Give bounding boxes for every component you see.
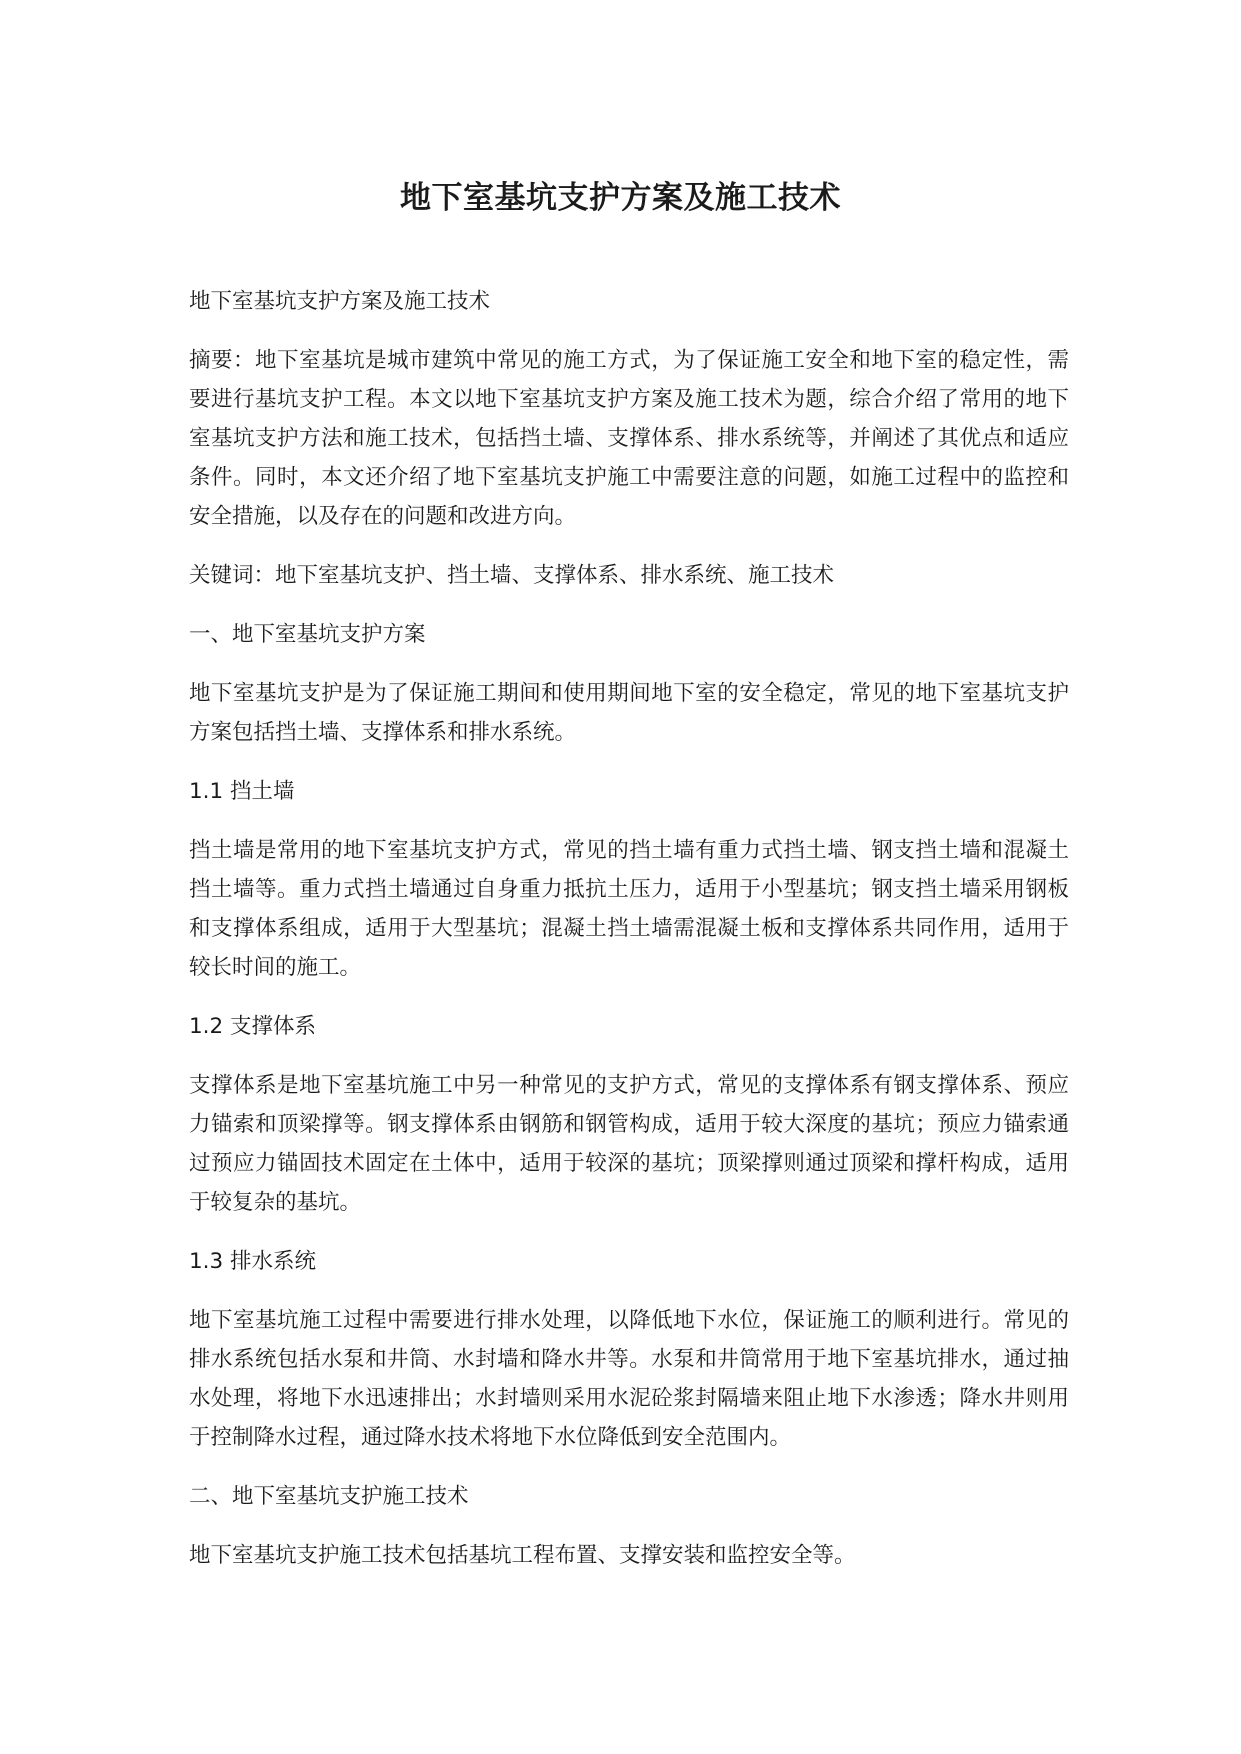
section-2-heading: 二、地下室基坑支护施工技术 [189, 1484, 469, 1509]
subsection-1-3-body: 地下室基坑施工过程中需要进行排水处理，以降低地下水位，保证施工的顺利进行。常见的排水系统包括水泵和井筒、水封墙和降水井等。水泵和井筒常用于地下室基坑排水，通过抽水处理，将地下水迅速排出；水封墙则采用水泥砼浆封隔墙来阻止地下水渗透；降水井则用于控制降水过程，通过降水技术将地下水位降低到安全范围内。 [189, 1308, 1069, 1450]
document-body [189, 282, 1069, 1595]
section-1-heading: 一、地下室基坑支护方案 [189, 622, 426, 647]
subsection-1-2-heading: 1.2 支撑体系 [189, 1014, 317, 1039]
subsection-1-1-heading: 1.1 挡土墙 [189, 779, 295, 804]
document-subtitle: 地下室基坑支护方案及施工技术 [189, 289, 491, 314]
keywords-paragraph: 关键词：地下室基坑支护、挡土墙、支撑体系、排水系统、施工技术 [189, 563, 835, 588]
document-title: 地下室基坑支护方案及施工技术 [400, 180, 841, 216]
section-1-intro: 地下室基坑支护是为了保证施工期间和使用期间地下室的安全稳定，常见的地下室基坑支护方案包括挡土墙、支撑体系和排水系统。 [189, 681, 1069, 745]
subsection-1-2-body: 支撑体系是地下室基坑施工中另一种常见的支护方式，常见的支撑体系有钢支撑体系、预应力锚索和顶梁撑等。钢支撑体系由钢筋和钢管构成，适用于较大深度的基坑；预应力锚索通过预应力锚固技术固定在土体中，适用于较深的基坑；顶梁撑则通过顶梁和撑杆构成，适用于较复杂的基坑。 [189, 1073, 1069, 1215]
section-2-intro: 地下室基坑支护施工技术包括基坑工程布置、支撑安装和监控安全等。 [189, 1543, 856, 1568]
subsection-1-3-heading: 1.3 排水系统 [189, 1249, 317, 1274]
abstract-paragraph: 摘要：地下室基坑是城市建筑中常见的施工方式，为了保证施工安全和地下室的稳定性，需要进行基坑支护工程。本文以地下室基坑支护方案及施工技术为题，综合介绍了常用的地下室基坑支护方法和施工技术，包括挡土墙、支撑体系、排水系统等，并阐述了其优点和适应条件。同时，本文还介绍了地下室基坑支护施工中需要注意的问题，如施工过程中的监控和安全措施，以及存在的问题和改进方向。 [189, 348, 1069, 529]
subsection-1-1-body: 挡土墙是常用的地下室基坑支护方式，常见的挡土墙有重力式挡土墙、钢支挡土墙和混凝土挡土墙等。重力式挡土墙通过自身重力抵抗土压力，适用于小型基坑；钢支挡土墙采用钢板和支撑体系组成，适用于大型基坑；混凝土挡土墙需混凝土板和支撑体系共同作用，适用于较长时间的施工。 [189, 838, 1069, 980]
